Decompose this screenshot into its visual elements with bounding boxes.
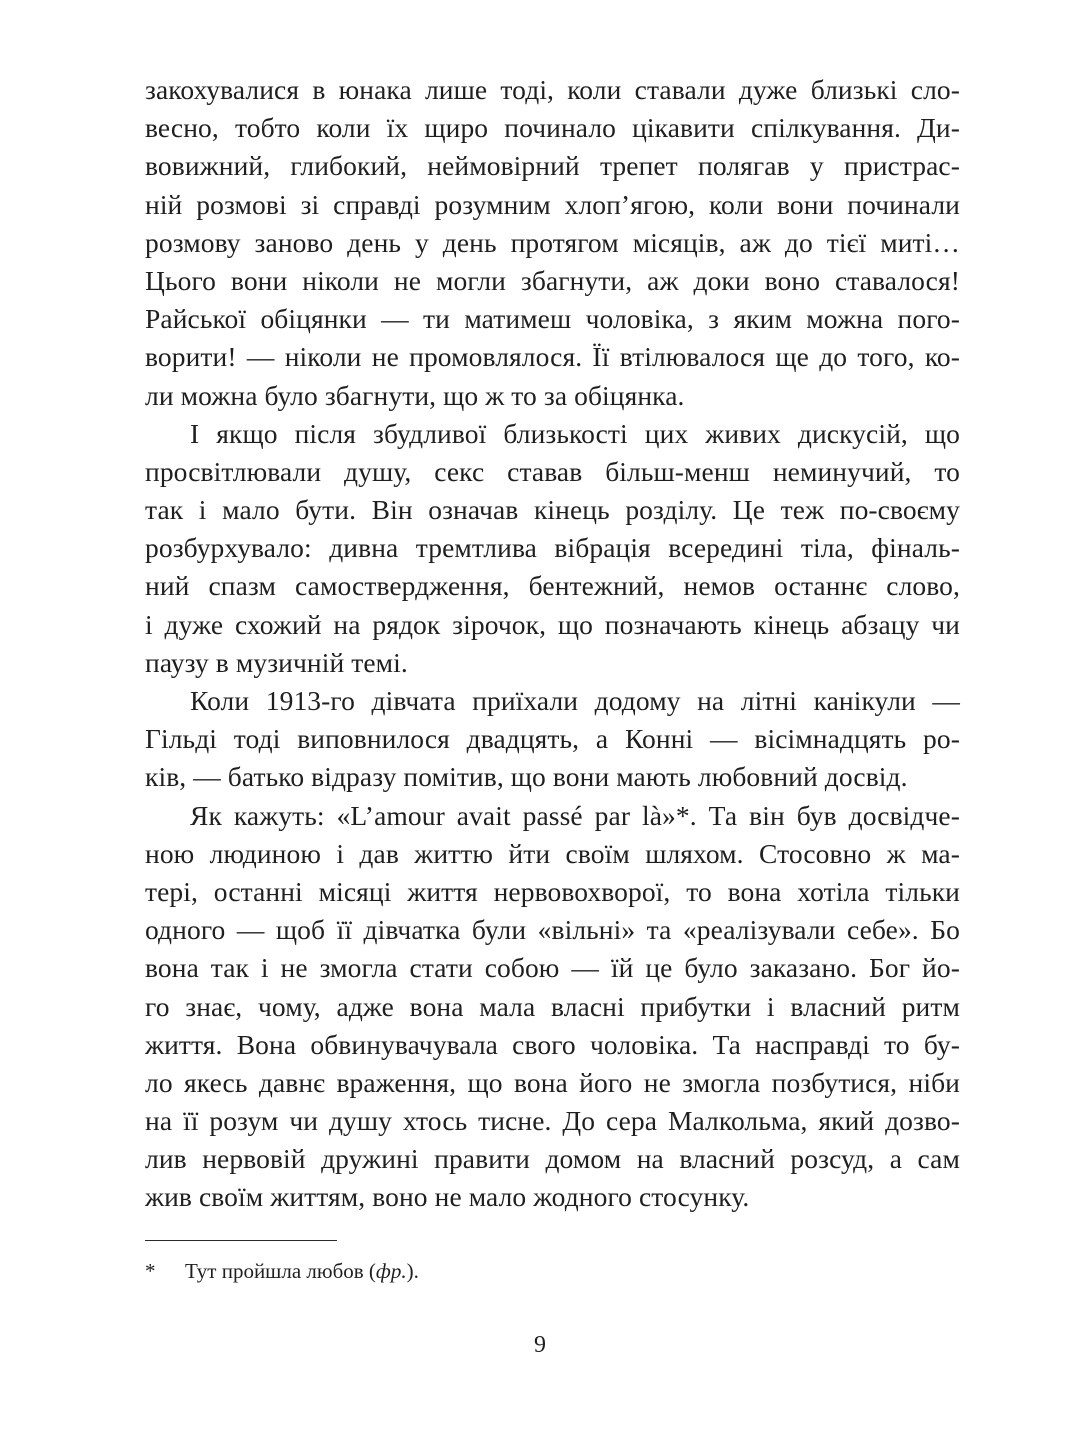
text-line: Як кажуть: «L’amour avait passé par là»*. Та він був досвідче- xyxy=(190,799,960,831)
text-line: ворити! — ніколи не промовлялося. Її втілювалося ще до того, ко- xyxy=(145,341,960,373)
text-line: жив своїм життям, воно не мало жодного стосунку. xyxy=(145,1181,750,1213)
text-line: ній розмові зі справді розумним хлоп’ягою, коли вони починали xyxy=(145,188,960,220)
text-line: на її розум чи душу хтось тисне. До сера Малкольма, який дозво- xyxy=(145,1105,960,1137)
text-line: ли можна було збагнути, що ж то за обіцянка. xyxy=(145,379,685,411)
text-line: ною людиною і дав життю йти своїм шляхом. Стосовно ж ма- xyxy=(145,837,960,869)
text-line: Гільді тоді виповнилося двадцять, а Конні — вісімнадцять ро- xyxy=(145,723,960,755)
text-line: ків, — батько відразу помітив, що вони мають любовний досвід. xyxy=(145,761,908,793)
text-line: Райської обіцянки — ти матимеш чоловіка, з яким можна пого- xyxy=(145,303,960,335)
text-line: паузу в музичній темі. xyxy=(145,646,408,678)
footnote-divider xyxy=(145,1240,337,1241)
text-line: розмову заново день у день протягом місяців, аж до тієї миті… xyxy=(145,226,960,258)
footnote-suffix: ). xyxy=(406,1259,419,1283)
text-line: і дуже схожий на рядок зірочок, що позначають кінець абзацу чи xyxy=(145,608,960,640)
footnote xyxy=(145,1257,419,1285)
text-line: життя. Вона обвинувачувала свого чоловіка. Та насправді то бу- xyxy=(145,1028,960,1060)
text-line: Коли 1913-го дівчата приїхали додому на літні канікули — xyxy=(190,685,960,716)
text-line: ний спазм самоствердження, бентежний, немов останнє слово, xyxy=(145,570,960,602)
text-line: просвітлювали душу, секс ставав більш-менш неминучий, то xyxy=(145,455,960,487)
text-line: го знає, чому, адже вона мала власні прибутки і власний ритм xyxy=(145,990,960,1022)
text-line: лив нервовій дружині правити домом на власний розсуд, а сам xyxy=(145,1143,960,1175)
page-number: 9 xyxy=(534,1332,546,1358)
text-line: ло якесь давнє враження, що вона його не змогла позбутися, ніби xyxy=(145,1066,960,1098)
text-line: тері, останні місяці життя нервовохворої, то вона хотіла тільки xyxy=(145,875,960,907)
text-line: одного — щоб її дівчатка були «вільні» та «реалізували себе». Бо xyxy=(145,914,960,946)
text-line: Цього вони ніколи не могли збагнути, аж доки воно ставалося! xyxy=(145,264,960,296)
footnote-text: Тут пройшла любов ( xyxy=(185,1259,376,1283)
text-line: закохувалися в юнака лише тоді, коли ставали дуже близькі сло- xyxy=(145,74,960,105)
text-line: вовижний, глибокий, неймовірний трепет полягав у пристрас- xyxy=(145,150,960,182)
text-line: вона так і не змогла стати собою — їй це було заказано. Бог йо- xyxy=(145,952,960,984)
footnote-language-abbr: фр. xyxy=(375,1259,407,1283)
text-line: І якщо після збудливої близькості цих живих дискусій, що xyxy=(190,417,960,449)
text-line: весно, тобто коли їх щиро починало цікавити спілкування. Ди- xyxy=(145,112,960,144)
text-line: так і мало бути. Він означав кінець розділу. Це теж по-своєму xyxy=(145,494,960,526)
footnote-marker: * xyxy=(145,1259,156,1283)
body-text xyxy=(145,71,960,1217)
text-line: розбурхувало: дивна тремтлива вібрація всередині тіла, фіналь- xyxy=(145,532,960,564)
